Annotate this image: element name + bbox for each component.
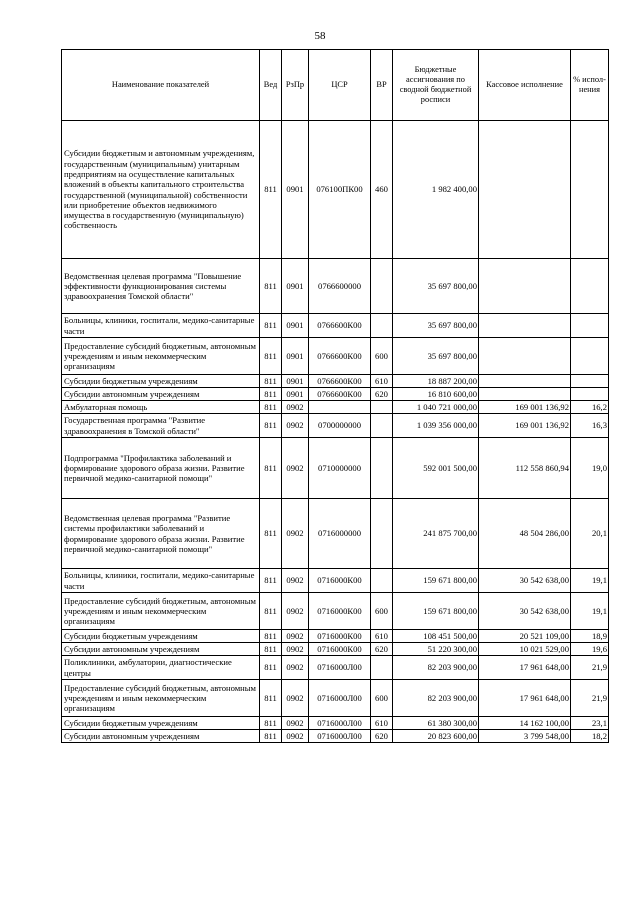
row-cash: 14 162 100,00 bbox=[479, 717, 571, 730]
row-allocated: 1 039 356 000,00 bbox=[393, 414, 479, 438]
row-csr bbox=[309, 401, 371, 414]
row-cash: 20 521 109,00 bbox=[479, 630, 571, 643]
row-csr: 0716000Л00 bbox=[309, 656, 371, 680]
row-cash bbox=[479, 314, 571, 338]
row-cash: 10 021 529,00 bbox=[479, 643, 571, 656]
row-vr: 600 bbox=[371, 680, 393, 717]
row-rzpr: 0902 bbox=[282, 643, 309, 656]
row-vr: 600 bbox=[371, 338, 393, 375]
row-ved: 811 bbox=[260, 338, 282, 375]
row-allocated: 35 697 800,00 bbox=[393, 338, 479, 375]
row-percent bbox=[571, 259, 609, 314]
row-allocated: 35 697 800,00 bbox=[393, 259, 479, 314]
row-percent: 19,6 bbox=[571, 643, 609, 656]
row-vr: 610 bbox=[371, 717, 393, 730]
row-cash bbox=[479, 259, 571, 314]
header-row bbox=[62, 50, 609, 121]
row-percent: 20,1 bbox=[571, 499, 609, 569]
row-csr: 0716000К00 bbox=[309, 593, 371, 630]
row-name: Субсидии автономным учреждениям bbox=[62, 643, 260, 656]
row-ved: 811 bbox=[260, 569, 282, 593]
row-name: Субсидии бюджетным учреждениям bbox=[62, 630, 260, 643]
row-name: Субсидии бюджетным и автономным учреждениям, государственным (муниципальным) унитарным предприятиям на осуществление капитальных вложений в объекты капитального строительства государственной (муниципальной) собственности или приобретение объектов недвижимого имущества в государственную (муниципальную) собственность bbox=[62, 121, 260, 259]
row-ved: 811 bbox=[260, 630, 282, 643]
table-row bbox=[62, 414, 609, 438]
row-ved: 811 bbox=[260, 730, 282, 743]
row-rzpr: 0902 bbox=[282, 438, 309, 499]
row-cash: 3 799 548,00 bbox=[479, 730, 571, 743]
table-row bbox=[62, 499, 609, 569]
row-cash: 17 961 648,00 bbox=[479, 680, 571, 717]
row-ved: 811 bbox=[260, 375, 282, 388]
row-rzpr: 0901 bbox=[282, 121, 309, 259]
table-row bbox=[62, 259, 609, 314]
table-row bbox=[62, 656, 609, 680]
row-name: Субсидии бюджетным учреждениям bbox=[62, 717, 260, 730]
row-name: Амбулаторная помощь bbox=[62, 401, 260, 414]
row-csr: 0766600К00 bbox=[309, 388, 371, 401]
header-ved: Вед bbox=[260, 50, 282, 121]
table-row bbox=[62, 388, 609, 401]
row-ved: 811 bbox=[260, 414, 282, 438]
row-ved: 811 bbox=[260, 259, 282, 314]
row-name: Ведомственная целевая программа "Развитие системы профилактики заболеваний и формирование здорового образа жизни. Развитие первичной медико-санитарной помощи" bbox=[62, 499, 260, 569]
header-cash: Кассовое исполнение bbox=[479, 50, 571, 121]
row-percent bbox=[571, 314, 609, 338]
row-allocated: 20 823 600,00 bbox=[393, 730, 479, 743]
row-csr: 0766600К00 bbox=[309, 338, 371, 375]
table-row bbox=[62, 438, 609, 499]
table-row bbox=[62, 401, 609, 414]
table-body bbox=[62, 121, 609, 743]
row-name: Больницы, клиники, госпитали, медико-санитарные части bbox=[62, 314, 260, 338]
header-csr: ЦСР bbox=[309, 50, 371, 121]
row-cash: 112 558 860,94 bbox=[479, 438, 571, 499]
row-csr: 0716000К00 bbox=[309, 630, 371, 643]
row-csr: 0716000К00 bbox=[309, 569, 371, 593]
row-cash bbox=[479, 375, 571, 388]
table-row bbox=[62, 680, 609, 717]
row-vr: 620 bbox=[371, 388, 393, 401]
row-allocated: 61 380 300,00 bbox=[393, 717, 479, 730]
row-csr: 0710000000 bbox=[309, 438, 371, 499]
row-vr bbox=[371, 401, 393, 414]
row-percent: 19,1 bbox=[571, 593, 609, 630]
row-allocated: 592 001 500,00 bbox=[393, 438, 479, 499]
row-vr bbox=[371, 438, 393, 499]
row-vr bbox=[371, 314, 393, 338]
table-row bbox=[62, 630, 609, 643]
table-row bbox=[62, 593, 609, 630]
table-row bbox=[62, 375, 609, 388]
row-percent bbox=[571, 388, 609, 401]
row-csr: 0716000Л00 bbox=[309, 680, 371, 717]
table-row bbox=[62, 730, 609, 743]
row-rzpr: 0902 bbox=[282, 656, 309, 680]
page-number: 58 bbox=[314, 30, 326, 42]
row-rzpr: 0901 bbox=[282, 259, 309, 314]
row-percent bbox=[571, 375, 609, 388]
row-ved: 811 bbox=[260, 121, 282, 259]
row-percent: 23,1 bbox=[571, 717, 609, 730]
row-allocated: 159 671 800,00 bbox=[393, 593, 479, 630]
row-name: Субсидии бюджетным учреждениям bbox=[62, 375, 260, 388]
header-vr: ВР bbox=[371, 50, 393, 121]
row-allocated: 159 671 800,00 bbox=[393, 569, 479, 593]
row-cash: 30 542 638,00 bbox=[479, 569, 571, 593]
row-csr: 0716000К00 bbox=[309, 643, 371, 656]
row-csr: 0700000000 bbox=[309, 414, 371, 438]
row-percent bbox=[571, 121, 609, 259]
row-rzpr: 0902 bbox=[282, 593, 309, 630]
row-cash: 30 542 638,00 bbox=[479, 593, 571, 630]
row-rzpr: 0902 bbox=[282, 680, 309, 717]
row-allocated: 51 220 300,00 bbox=[393, 643, 479, 656]
row-csr: 0766600000 bbox=[309, 259, 371, 314]
row-ved: 811 bbox=[260, 656, 282, 680]
row-name: Предоставление субсидий бюджетным, автономным учреждениям и иным некоммерческим организациям bbox=[62, 680, 260, 717]
row-rzpr: 0902 bbox=[282, 414, 309, 438]
row-csr: 0716000000 bbox=[309, 499, 371, 569]
row-percent: 16,3 bbox=[571, 414, 609, 438]
row-rzpr: 0901 bbox=[282, 314, 309, 338]
row-vr: 610 bbox=[371, 630, 393, 643]
row-name: Предоставление субсидий бюджетным, автономным учреждениям и иным некоммерческим организациям bbox=[62, 338, 260, 375]
row-percent: 19,0 bbox=[571, 438, 609, 499]
row-vr: 600 bbox=[371, 593, 393, 630]
row-name: Предоставление субсидий бюджетным, автономным учреждениям и иным некоммерческим организациям bbox=[62, 593, 260, 630]
row-ved: 811 bbox=[260, 643, 282, 656]
row-percent: 19,1 bbox=[571, 569, 609, 593]
row-cash: 169 001 136,92 bbox=[479, 414, 571, 438]
row-allocated: 16 810 600,00 bbox=[393, 388, 479, 401]
header-percent: % испол-нения bbox=[571, 50, 609, 121]
row-vr bbox=[371, 499, 393, 569]
row-cash: 48 504 286,00 bbox=[479, 499, 571, 569]
row-percent: 18,9 bbox=[571, 630, 609, 643]
row-vr: 620 bbox=[371, 643, 393, 656]
row-csr: 076100ПК00 bbox=[309, 121, 371, 259]
row-allocated: 1 040 721 000,00 bbox=[393, 401, 479, 414]
table-row bbox=[62, 314, 609, 338]
row-vr bbox=[371, 569, 393, 593]
table-row bbox=[62, 569, 609, 593]
row-csr: 0766600К00 bbox=[309, 375, 371, 388]
table-row bbox=[62, 643, 609, 656]
row-allocated: 108 451 500,00 bbox=[393, 630, 479, 643]
row-percent bbox=[571, 338, 609, 375]
row-ved: 811 bbox=[260, 717, 282, 730]
row-percent: 16,2 bbox=[571, 401, 609, 414]
row-cash bbox=[479, 338, 571, 375]
budget-table bbox=[61, 49, 609, 743]
row-csr: 0716000Л00 bbox=[309, 730, 371, 743]
row-rzpr: 0902 bbox=[282, 569, 309, 593]
row-ved: 811 bbox=[260, 680, 282, 717]
row-name: Субсидии автономным учреждениям bbox=[62, 388, 260, 401]
row-rzpr: 0902 bbox=[282, 499, 309, 569]
row-ved: 811 bbox=[260, 401, 282, 414]
row-allocated: 1 982 400,00 bbox=[393, 121, 479, 259]
row-vr bbox=[371, 656, 393, 680]
row-rzpr: 0901 bbox=[282, 388, 309, 401]
row-rzpr: 0901 bbox=[282, 338, 309, 375]
header-allocations: Бюджетные ассигнования по сводной бюджетной росписи bbox=[393, 50, 479, 121]
row-percent: 18,2 bbox=[571, 730, 609, 743]
row-name: Подпрограмма "Профилактика заболеваний и формирование здорового образа жизни. Развитие первичной медико-санитарной помощи" bbox=[62, 438, 260, 499]
row-allocated: 35 697 800,00 bbox=[393, 314, 479, 338]
row-rzpr: 0902 bbox=[282, 730, 309, 743]
row-vr bbox=[371, 259, 393, 314]
header-name: Наименование показателей bbox=[62, 50, 260, 121]
row-vr: 460 bbox=[371, 121, 393, 259]
table-row bbox=[62, 121, 609, 259]
row-vr: 610 bbox=[371, 375, 393, 388]
row-cash bbox=[479, 121, 571, 259]
row-name: Больницы, клиники, госпитали, медико-санитарные части bbox=[62, 569, 260, 593]
row-name: Субсидии автономным учреждениям bbox=[62, 730, 260, 743]
row-cash bbox=[479, 388, 571, 401]
row-rzpr: 0902 bbox=[282, 717, 309, 730]
row-vr bbox=[371, 414, 393, 438]
row-rzpr: 0902 bbox=[282, 401, 309, 414]
table-row bbox=[62, 338, 609, 375]
row-cash: 169 001 136,92 bbox=[479, 401, 571, 414]
row-allocated: 82 203 900,00 bbox=[393, 656, 479, 680]
row-csr: 0766600К00 bbox=[309, 314, 371, 338]
row-cash: 17 961 648,00 bbox=[479, 656, 571, 680]
row-rzpr: 0901 bbox=[282, 375, 309, 388]
row-allocated: 82 203 900,00 bbox=[393, 680, 479, 717]
row-ved: 811 bbox=[260, 593, 282, 630]
row-rzpr: 0902 bbox=[282, 630, 309, 643]
row-ved: 811 bbox=[260, 388, 282, 401]
row-allocated: 241 875 700,00 bbox=[393, 499, 479, 569]
row-percent: 21,9 bbox=[571, 680, 609, 717]
row-vr: 620 bbox=[371, 730, 393, 743]
row-ved: 811 bbox=[260, 499, 282, 569]
row-name: Поликлиники, амбулатории, диагностические центры bbox=[62, 656, 260, 680]
row-ved: 811 bbox=[260, 314, 282, 338]
row-allocated: 18 887 200,00 bbox=[393, 375, 479, 388]
row-ved: 811 bbox=[260, 438, 282, 499]
row-name: Ведомственная целевая программа "Повышение эффективности функционирования системы здравоохранения Томской области" bbox=[62, 259, 260, 314]
row-percent: 21,9 bbox=[571, 656, 609, 680]
row-name: Государственная программа "Развитие здравоохранения в Томской области" bbox=[62, 414, 260, 438]
header-rzpr: РзПр bbox=[282, 50, 309, 121]
row-csr: 0716000Л00 bbox=[309, 717, 371, 730]
table-row bbox=[62, 717, 609, 730]
